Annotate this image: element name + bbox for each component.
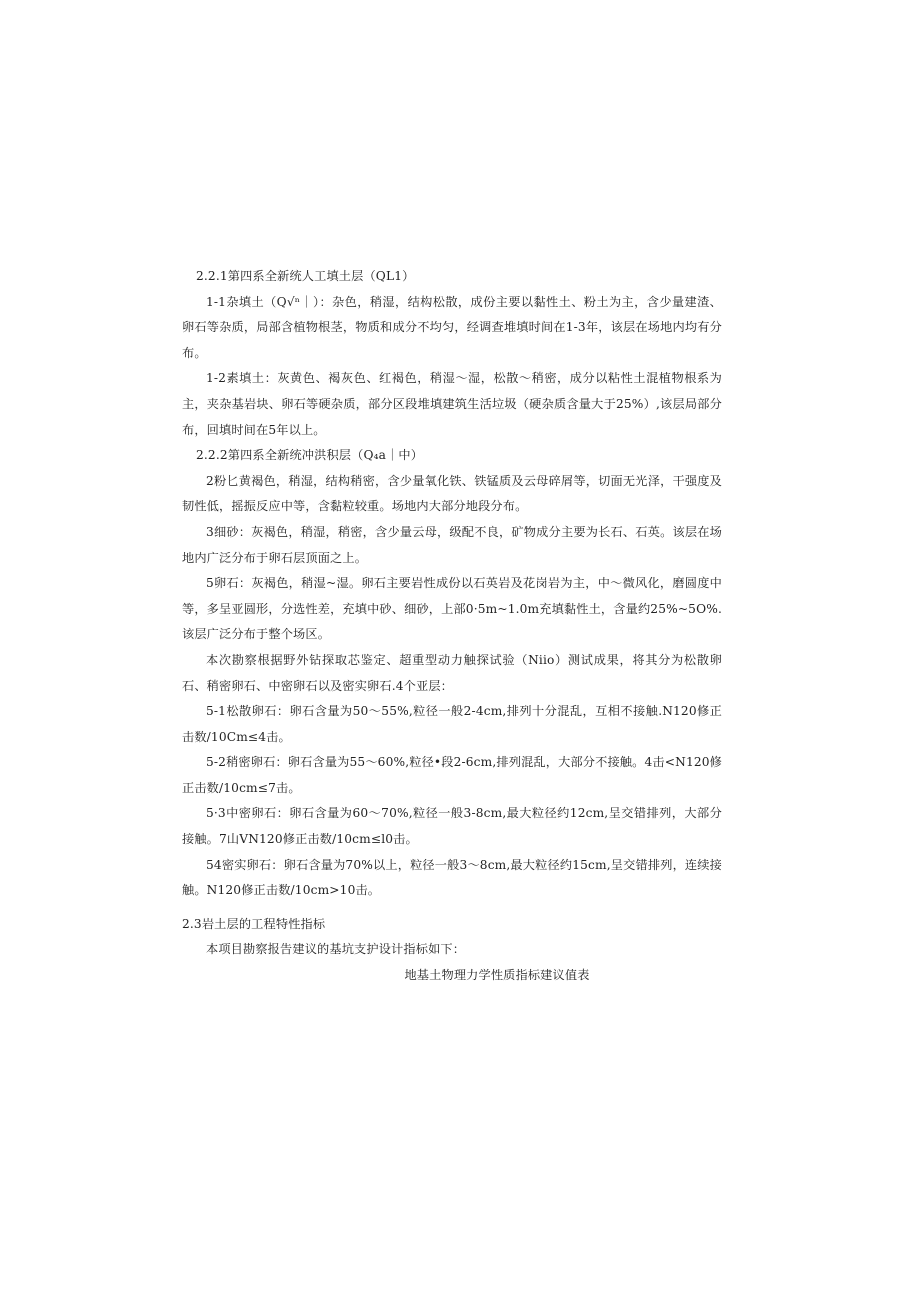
paragraph-dense-pebble: 54密实卵石：卵石含量为70%以上，粒径一般3～8cm,最大粒径约15cm,呈交错排列，连续接触。N120修正击数/10cm>10击。: [182, 857, 722, 898]
paragraph-fine-sand: 3细砂：灰褐色，稍湿，稍密，含少量云母，级配不良，矿物成分主要为长石、石英。该层在场地内广泛分布于卵石层顶面之上。: [182, 524, 722, 565]
section-heading-2-2-1: 2.2.1第四系全新统人工填土层（QL1）: [196, 269, 415, 283]
paragraph-miscellaneous-fill: 1-1杂填土（Q√ⁿ｜）：杂色，稍湿，结构松散，成份主要以黏性土、粉土为主，含少量建渣、卵石等杂质，局部含植物根茎，物质和成分不均匀，经调查堆填时间在1-3年，该层在场地内均有分布。: [182, 294, 722, 360]
paragraph-silt: 2粉匕黄褐色，稍湿，结构稍密，含少量氧化铁、铁锰质及云母碎屑等，切面无光泽，干强度及韧性低，摇振反应中等，含黏粒较重。场地内大部分地段分布。: [182, 473, 722, 514]
paragraph-medium-dense-pebble: 5·3中密卵石：卵石含量为60～70%,粒径一般3-8cm,最大粒径约12cm,呈交错排列，大部分接触。7山VN120修正击数/10cm≤l0击。: [182, 806, 722, 847]
section-heading-2-2-2: 2.2.2第四系全新统冲洪积层（Q₄a｜中）: [196, 448, 424, 463]
paragraph-design-indices: 本项目勘察报告建议的基坑支护设计指标如下：: [206, 942, 466, 957]
paragraph-survey-sublayers: 本次勘察根据野外钻探取芯鉴定、超重型动力触探试验（Niio）测试成果，将其分为松散卵石、稍密卵石、中密卵石以及密实卵石.4个亚层：: [182, 652, 722, 693]
paragraph-pebble: 5卵石：灰褐色，稍湿~湿。卵石主要岩性成份以石英岩及花岗岩为主，中～微风化，磨圆度中等，多呈亚圆形，分选性差，充填中砂、细砂，上部0·5m~1.0m充填黏性土，含量约25%~5O%.该层广泛分布于整个场区。: [182, 576, 722, 642]
paragraph-plain-fill: 1-2素填土：灰黄色、褐灰色、红褐色，稍湿～湿，松散～稍密，成分以粘性土混植物根系为主，夹杂基岩块、卵石等硬杂质，部分区段堆填建筑生活垃圾（硬杂质含量大于25%）,该层局部分布，回填时间在5年以上。: [182, 371, 722, 437]
table-caption: 地基土物理力学性质指标建议值表: [404, 968, 590, 983]
paragraph-slightly-dense-pebble: 5-2稍密卵石：卵石含量为55～60%,粒径•段2-6cm,排列混乱，大部分不接触。4击<N120修正击数/10cm≤7击。: [182, 755, 722, 795]
section-heading-2-3: 2.3岩土层的工程特性指标: [182, 916, 326, 931]
paragraph-loose-pebble: 5-1松散卵石：卵石含量为50～55%,粒径一般2-4cm,排列十分混乱，互相不接触.N120修正击数/10Cm≤4击。: [182, 704, 722, 744]
document-body: [182, 264, 722, 989]
